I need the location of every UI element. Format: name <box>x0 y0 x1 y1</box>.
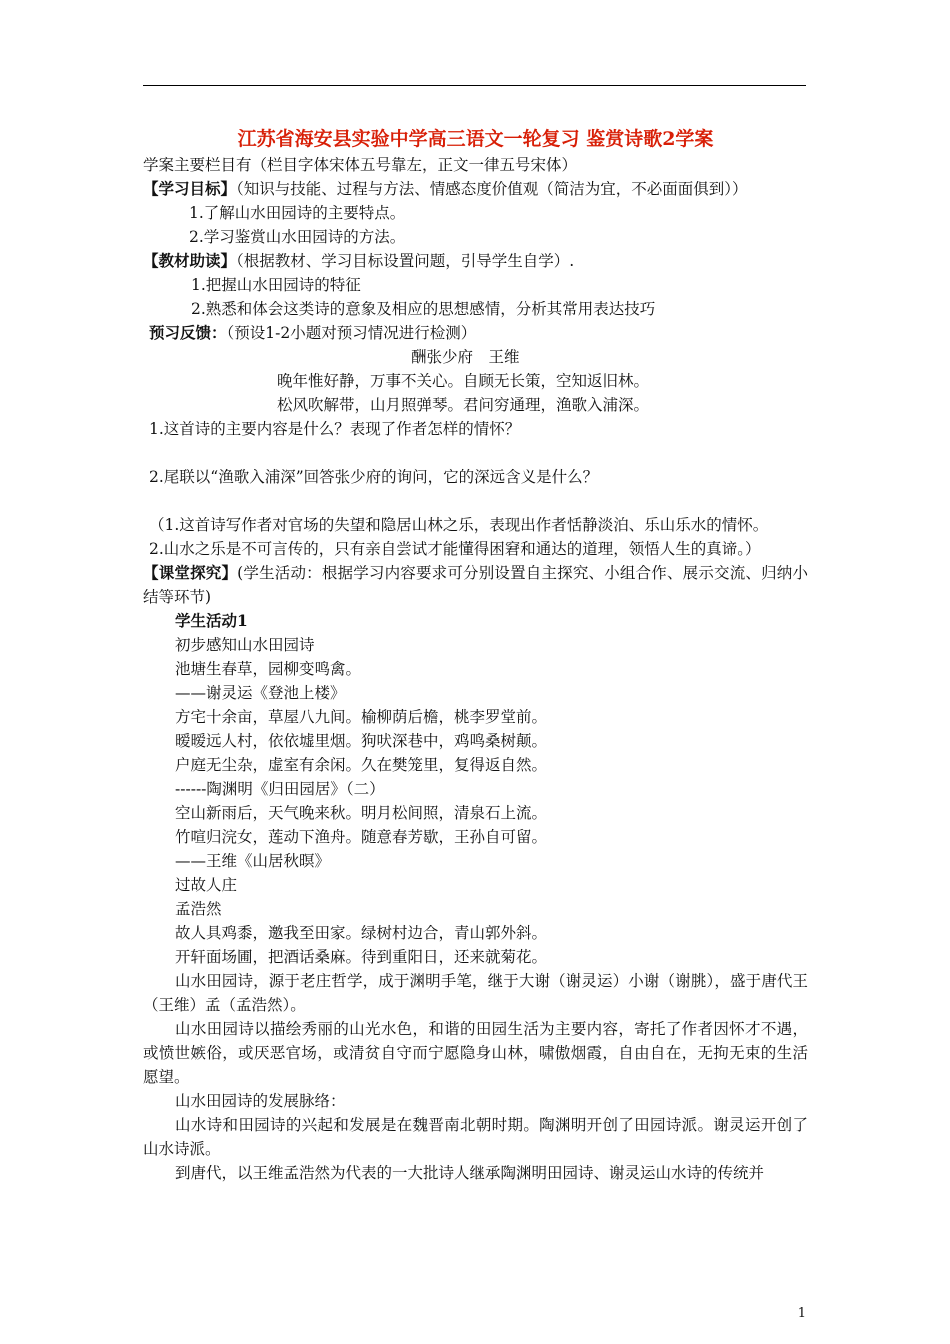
answer-space <box>143 441 808 465</box>
preview-label: 预习反馈： <box>149 323 227 342</box>
answer-space <box>143 489 808 513</box>
explore-label: 【课堂探究】 <box>143 563 238 582</box>
text-line: 孟浩然 <box>175 900 222 918</box>
paragraph: 山水诗和田园诗的兴起和发展是在魏晋南北朝时期。陶渊明开创了田园诗派。谢灵运开创了山水诗派。 <box>143 1116 808 1158</box>
text-line: 空山新雨后，天气晚来秋。明月松间照，清泉石上流。 <box>175 804 548 822</box>
document-body <box>143 126 808 1185</box>
text-line: ------陶渊明《归田园居》（二） <box>175 780 385 798</box>
activity-title: 学生活动1 <box>175 611 248 630</box>
text-line: 竹喧归浣女，莲动下渔舟。随意春芳歇，王孙自可留。 <box>175 828 548 846</box>
text-line: 故人具鸡黍，邀我至田家。绿树村边合，青山郭外斜。 <box>175 924 548 942</box>
paragraph: 到唐代，以王维孟浩然为代表的一大批诗人继承陶渊明田园诗、谢灵运山水诗的传统并 <box>175 1164 765 1182</box>
question-2: 2.尾联以“渔歌入浦深”回答张少府的询问，它的深远含义是什么？ <box>149 468 599 486</box>
answer-1: （1.这首诗写作者对官场的失望和隐居山林之乐，表现出作者恬静淡泊、乐山乐水的情怀。 <box>149 516 769 534</box>
goal-item: 2.学习鉴赏山水田园诗的方法。 <box>189 228 406 246</box>
goals-note: （知识与技能、过程与方法、情感态度价值观（简洁为宜，不必面面俱到）） <box>236 180 748 198</box>
paragraph: 山水田园诗以描绘秀丽的山光水色，和谐的田园生活为主要内容，寄托了作者因怀才不遇，或愤世嫉俗，或厌恶官场，或清贫自守而宁愿隐身山林，啸傲烟霞，自由自在，无拘无束的生活愿望。 <box>143 1020 808 1086</box>
poem-line: 晚年惟好静，万事不关心。自顾无长策，空知返旧林。 <box>277 372 650 390</box>
explore-heading <box>143 561 808 609</box>
guide-note: （根据教材、学习目标设置问题，引导学生自学）. <box>236 252 575 270</box>
paragraph: 山水田园诗的发展脉络： <box>175 1092 346 1110</box>
document-title: 江苏省海安县实验中学高三语文一轮复习 鉴赏诗歌2学案 <box>237 128 714 150</box>
goal-item: 1.了解山水田园诗的主要特点。 <box>189 204 406 222</box>
text-line: 暧暧远人村，依依墟里烟。狗吠深巷中，鸡鸣桑树颠。 <box>175 732 548 750</box>
text-line: 过故人庄 <box>175 876 238 894</box>
guide-label: 【教材助读】 <box>143 251 237 270</box>
text-line: 户庭无尘杂，虚室有余闲。久在樊笼里，复得返自然。 <box>175 756 548 774</box>
poem-line: 松风吹解带，山月照弹琴。君问穷通理，渔歌入浦深。 <box>277 396 650 414</box>
text-line: 开轩面场圃，把酒话桑麻。待到重阳日，还来就菊花。 <box>175 948 548 966</box>
text-line: 方宅十余亩，草屋八九间。榆柳荫后檐，桃李罗堂前。 <box>175 708 548 726</box>
answer-2: 2.山水之乐是不可言传的，只有亲自尝试才能懂得困窘和通达的道理，领悟人生的真谛。） <box>149 540 761 558</box>
explore-note: (学生活动：根据学习内容要求可分别设置自主探究、小组合作、展示交流、归纳小结等环节) <box>143 564 808 606</box>
preview-note: （预设1-2小题对预习情况进行检测） <box>226 324 477 342</box>
intro-line: 学案主要栏目有（栏目字体宋体五号靠左，正文一律五号宋体） <box>143 156 578 174</box>
text-line: ——王维《山居秋暝》 <box>175 852 331 870</box>
guide-heading <box>143 249 808 273</box>
guide-item: 1.把握山水田园诗的特征 <box>191 276 361 294</box>
header-rule <box>143 85 806 86</box>
goals-label: 【学习目标】 <box>143 179 237 198</box>
page-number: 1 <box>797 1306 806 1321</box>
goals-heading <box>143 177 808 201</box>
text-line: 初步感知山水田园诗 <box>175 636 315 654</box>
question-1: 1.这首诗的主要内容是什么？表现了作者怎样的情怀？ <box>149 420 521 438</box>
poem-title: 酬张少府 王维 <box>411 348 520 366</box>
preview-heading <box>143 321 808 345</box>
text-line: 池塘生春草，园柳变鸣禽。 <box>175 660 362 678</box>
text-line: ——谢灵运《登池上楼》 <box>175 684 346 702</box>
guide-item: 2.熟悉和体会这类诗的意象及相应的思想感情，分析其常用表达技巧 <box>191 300 656 318</box>
paragraph: 山水田园诗，源于老庄哲学，成于渊明手笔，继于大谢（谢灵运）小谢（谢朓），盛于唐代王（王维）孟（孟浩然）。 <box>143 972 808 1014</box>
